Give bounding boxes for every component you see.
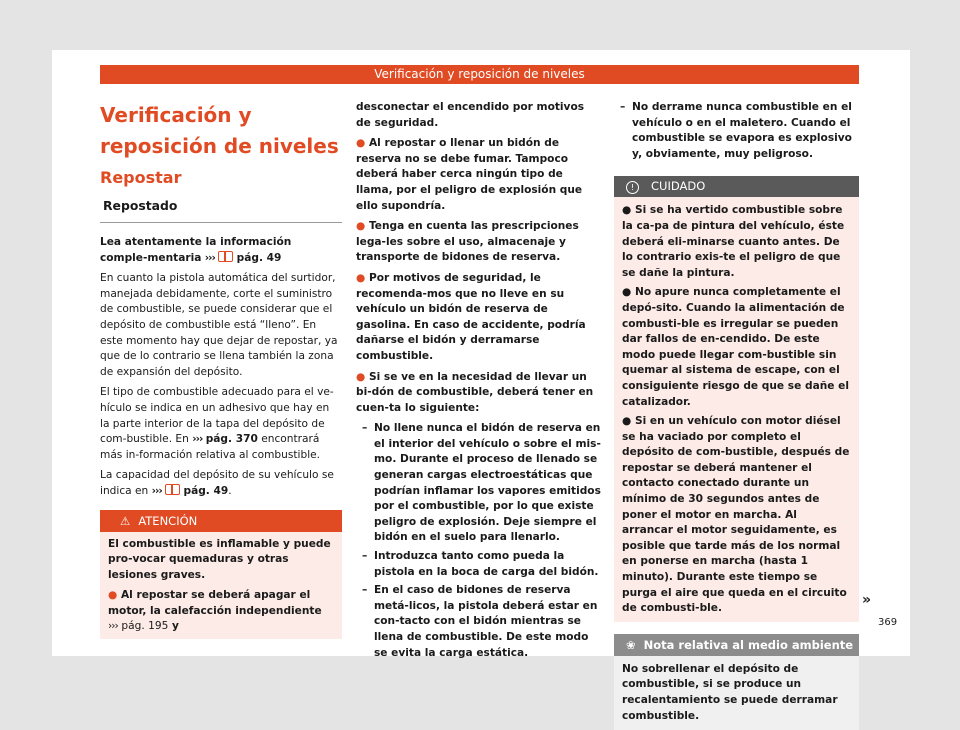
paragraph-tank-capacity: La capacidad del depósito de su vehículo se indica en ››› pág. 49. (100, 469, 334, 497)
warning-bullet: ● Si se ve en la necesidad de llevar un bi-dón de combustible, deberá tener en cuen-ta lo siguiente: (356, 370, 594, 414)
section-title: Verificación y reposición de niveles (100, 103, 339, 158)
dash-item: – No llene nunca el bidón de reserva en el interior del vehículo o sobre el mis-mo. Durante el proceso de llenado se generan cargas electroestáticas que podrían inflamar los vapores emitidos por el combustible, por lo que existe peligro de explosión. Deje siempre el bidón en el suelo para llenarlo. (356, 421, 602, 546)
paragraph-fuel-type: El tipo de combustible adecuado para el ve-hículo se indica en un adhesivo que hay en la parte interior de la tapa del depósito de com-bustible. En ››› pág. 370 encontrará más in-formación relativa al combustible. (100, 386, 334, 461)
environment-body: No sobrellenar el depósito de combustible, si se produce un recalentamiento se puede derramar combustible. (622, 662, 838, 722)
dash-item: – No derrame nunca combustible en el vehículo o en el maletero. Cuando el combustible se evapora es explosivo y, obviamente, muy peligroso. (614, 100, 859, 162)
page-link[interactable]: pág. 370 (205, 433, 258, 446)
bullet-icon: ● (356, 220, 366, 233)
cross-ref-arrow: ››› (192, 433, 203, 446)
subsubsection-title: Repostado (100, 196, 342, 223)
caution-header: ! CUIDADO (614, 176, 859, 197)
bullet-icon: ● (622, 415, 632, 428)
book-icon (165, 484, 180, 495)
book-icon (218, 251, 233, 262)
warning-body: El combustible es inflamable y puede pro-vocar quemaduras y otras lesiones graves. ● Al repostar se deberá apagar el motor, la calefacción independiente ››› pág. 195 y (108, 537, 331, 633)
page-link[interactable]: pág. 195 (121, 620, 169, 633)
environment-header: ❀ Nota relativa al medio ambiente (614, 634, 859, 656)
environment-box (614, 634, 859, 730)
flower-icon: ❀ (626, 637, 636, 652)
column-1 (100, 100, 342, 639)
bullet-icon: ● (622, 204, 632, 217)
dash-item: – Introduzca tanto como pueda la pistola en la boca de carga del bidón. (356, 549, 602, 580)
warning-header: ⚠ ATENCIÓN (100, 510, 342, 532)
bullet-icon: ● (356, 137, 366, 150)
bullet-icon: ● (356, 271, 366, 284)
column-3 (614, 100, 859, 730)
page-link[interactable]: pág. 49 (236, 251, 282, 264)
warning-continuation: desconectar el encendido por motivos de seguridad. (356, 101, 585, 129)
continue-mark: » (862, 592, 872, 608)
running-header: Verificación y reposición de niveles (100, 65, 859, 84)
warning-bullet: ● Tenga en cuenta las prescripciones lega-les sobre el uso, almacenaje y transporte de bidones de reserva. (356, 220, 579, 264)
cross-ref-arrow: ››› (204, 251, 215, 264)
caution-body: ● Si se ha vertido combustible sobre la ca-pa de pintura del vehículo, éste deberá eli-minarse cuanto antes. De lo contrario exis-te el peligro de que se dañe la pintura. ● No apure nunca completamente el depó-sito. Cuando la alimentación de combusti-ble es irregular se pueden dar fallos de en-cendido. De este modo puede llegar com-bustible sin quemar al sistema de escape, con el consiguiente riesgo de que se dañe el catalizador. ● Si en un vehículo con motor diésel se ha vaciado por completo el depósito de com-bustible, después de repostar se deberá mantener el contacto conectado durante un mínimo de 30 segundos antes de poner el motor en marcha. Al arrancar el motor seguidamente, es posible que tarde más de los normal en ponerse en marcha (hasta 1 minuto). Durante este tiempo se purga el aire que queda en el circuito de combusti-ble. (622, 204, 850, 615)
page-number: 369 (878, 617, 898, 628)
info-circle-icon: ! (626, 181, 639, 194)
warning-box (100, 510, 342, 640)
bullet-icon: ● (356, 370, 366, 383)
paragraph-fuel-fill: En cuanto la pistola automática del surtidor, manejada debidamente, corte el suministro de combustible, se puede considerar que el depósito de combustible está “lleno”. En este momento hay que dejar de repostar, ya que de lo contrario se llena también la zona de expansión del depósito. (100, 272, 338, 378)
dash-item: – En el caso de bidones de reserva metá-licos, la pistola deberá estar en con-tacto con el bidón mientras se llena de combustible. De este modo se evita la carga estática. (356, 583, 602, 661)
bullet-icon: ● (622, 286, 632, 299)
subsection-title: Repostar (100, 168, 182, 187)
warning-bullet: ● Al repostar o llenar un bidón de reserva no se debe fumar. Tampoco deberá haber cerca ningún tipo de llama, por el peligro de explosión que ello supondría. (356, 137, 583, 212)
page-link[interactable]: pág. 49 (183, 484, 229, 497)
warning-triangle-icon: ⚠ (120, 513, 131, 528)
cross-ref-arrow: ››› (108, 620, 118, 633)
warning-bullet: ● Por motivos de seguridad, le recomenda-mos que no lleve en su vehículo un bidón de reserva de gasolina. En caso de accidente, podría dañarse el bidón y derramarse combustible. (356, 271, 586, 362)
cross-ref-arrow: ››› (151, 484, 162, 497)
caution-box (614, 176, 859, 621)
intro-paragraph: Lea atentamente la información comple-mentaria ››› pág. 49 (100, 236, 292, 264)
bullet-icon: ● (108, 589, 118, 602)
column-2 (356, 100, 602, 664)
